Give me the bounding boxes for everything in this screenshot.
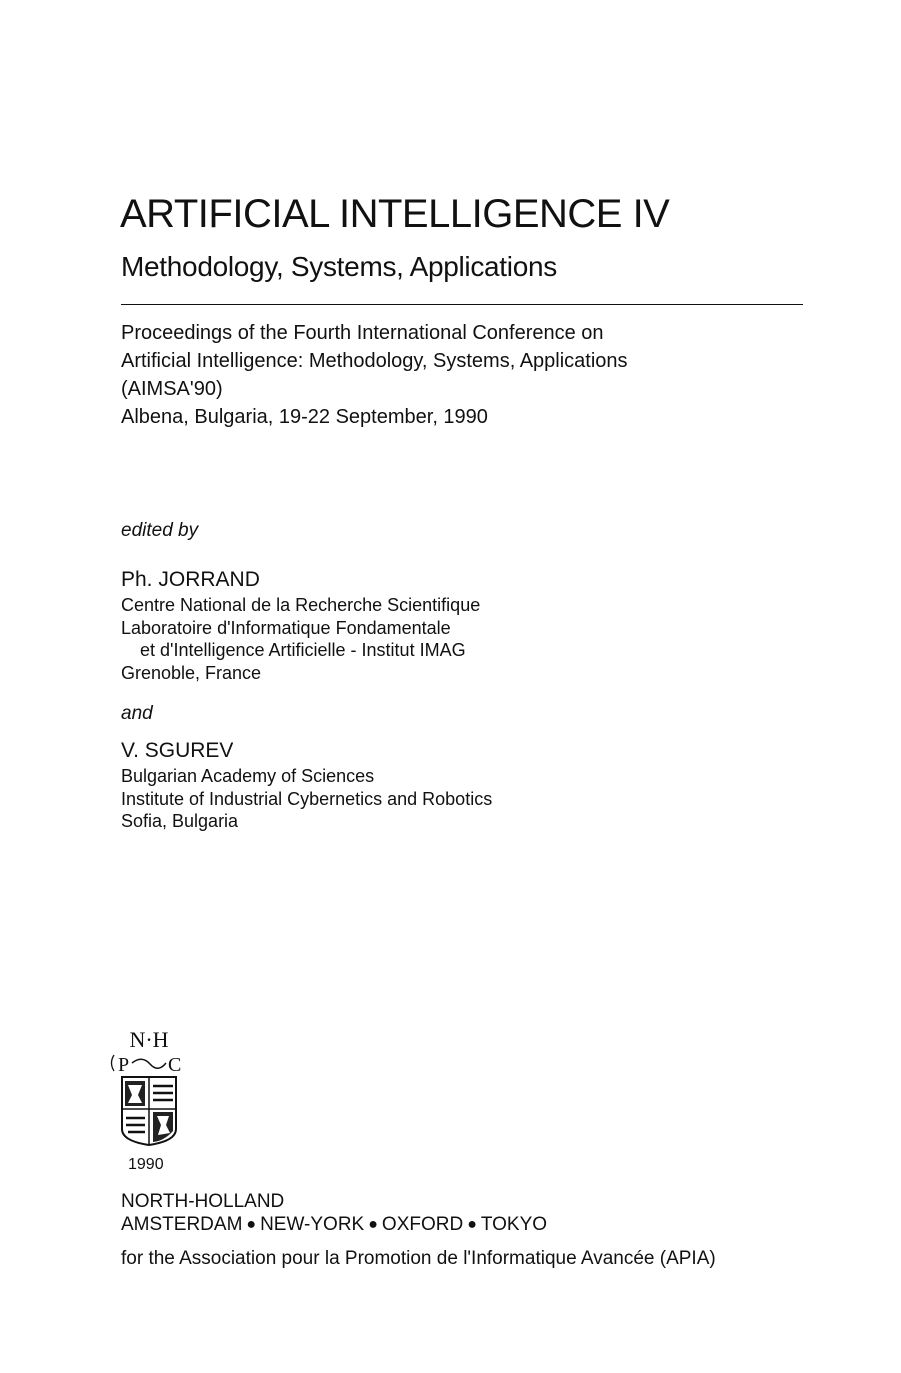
bullet-icon: ● bbox=[467, 1216, 477, 1233]
and-label: and bbox=[121, 703, 153, 724]
proceedings-line: Albena, Bulgaria, 19-22 September, 1990 bbox=[121, 406, 488, 428]
proceedings-line: (AIMSA'90) bbox=[121, 378, 223, 400]
affiliation-line: Sofia, Bulgaria bbox=[121, 811, 239, 831]
editor-block bbox=[121, 737, 492, 833]
logo-text-top: N·H bbox=[129, 1027, 169, 1052]
title-divider bbox=[121, 304, 803, 305]
edited-by-label: edited by bbox=[121, 520, 199, 541]
publisher-city: AMSTERDAM bbox=[121, 1214, 243, 1235]
editor-affiliation bbox=[121, 765, 492, 833]
affiliation-line: Laboratoire d'Informatique Fondamentale bbox=[121, 617, 451, 638]
book-subtitle: Methodology, Systems, Applications bbox=[121, 251, 557, 282]
book-title: ARTIFICIAL INTELLIGENCE IV bbox=[120, 192, 670, 236]
proceedings-block bbox=[121, 319, 628, 431]
association-line: for the Association pour la Promotion de l'Informatique Avancée (APIA) bbox=[121, 1248, 716, 1269]
proceedings-line: Artificial Intelligence: Methodology, Systems, Applications bbox=[121, 350, 628, 372]
bullet-icon: ● bbox=[246, 1216, 257, 1233]
affiliation-line: Institute of Industrial Cybernetics and Robotics bbox=[121, 788, 493, 809]
logo-text-p: P bbox=[118, 1054, 130, 1076]
publisher-cities bbox=[121, 1213, 547, 1236]
editor-block bbox=[121, 566, 480, 684]
publisher-city: OXFORD bbox=[381, 1214, 464, 1235]
affiliation-line: et d'Intelligence Artificielle - Institut IMAG bbox=[140, 640, 466, 660]
publisher-city: TOKYO bbox=[480, 1214, 548, 1235]
editor-affiliation bbox=[121, 594, 480, 684]
north-holland-logo-icon bbox=[108, 1025, 190, 1147]
affiliation-line: Grenoble, France bbox=[121, 662, 262, 683]
affiliation-line: Bulgarian Academy of Sciences bbox=[121, 766, 375, 786]
publisher-name: NORTH-HOLLAND bbox=[121, 1191, 285, 1212]
publisher-city: NEW-YORK bbox=[260, 1214, 365, 1235]
bullet-icon: ● bbox=[368, 1216, 378, 1233]
proceedings-line: Proceedings of the Fourth International Conference on bbox=[121, 322, 604, 344]
logo-text-c: C bbox=[168, 1054, 182, 1076]
affiliation-line: Centre National de la Recherche Scientifique bbox=[121, 595, 481, 615]
editor-name: Ph. JORRAND bbox=[121, 568, 260, 591]
publisher-block bbox=[121, 1190, 547, 1236]
publication-year: 1990 bbox=[128, 1156, 164, 1173]
editor-name: V. SGUREV bbox=[121, 739, 234, 762]
